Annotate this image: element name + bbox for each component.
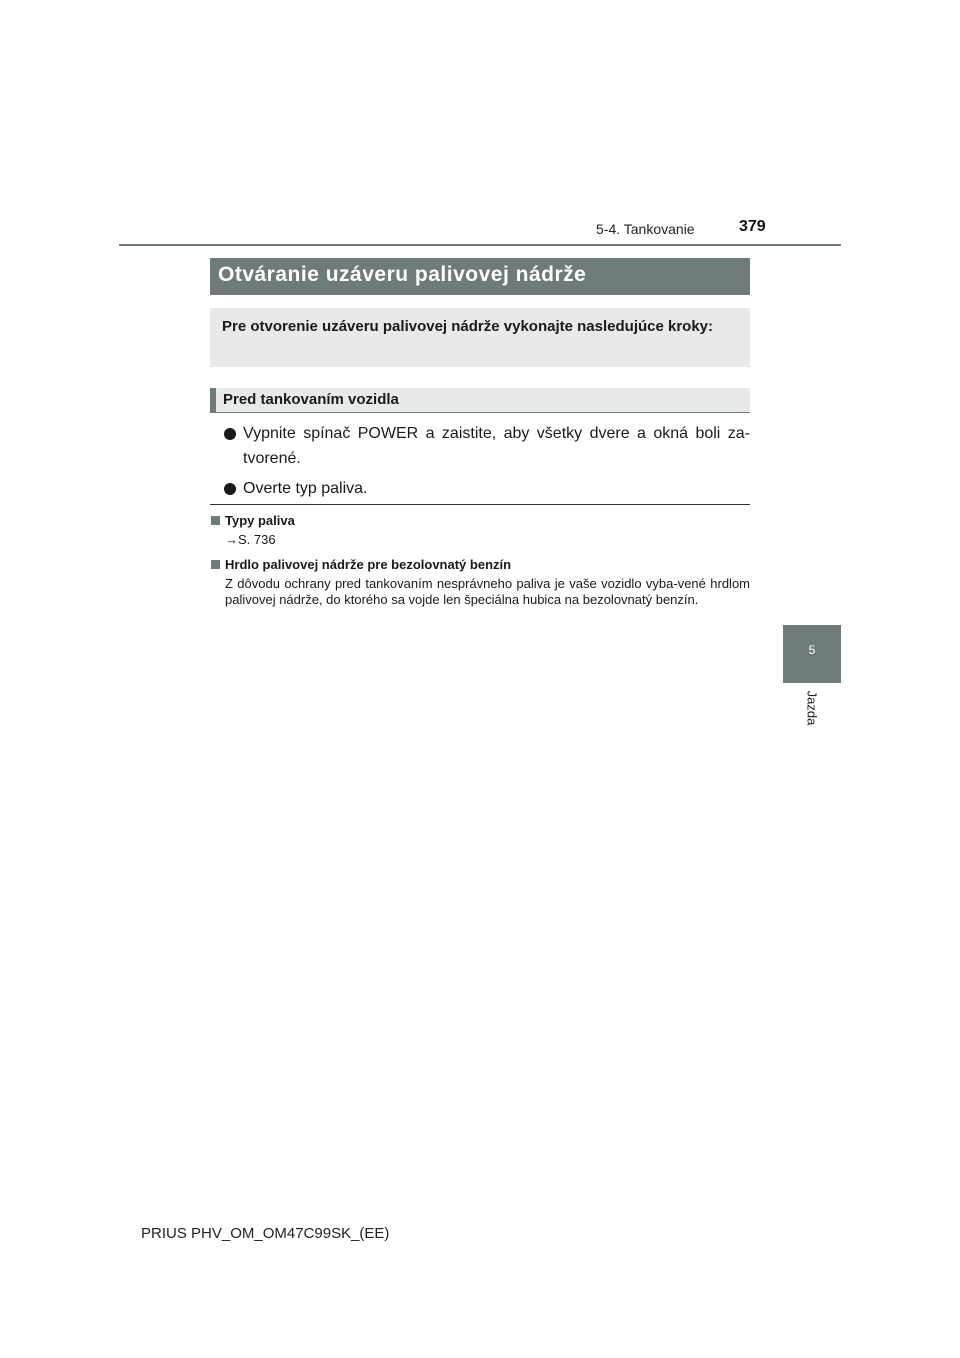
bullet-text: Overte typ paliva.	[243, 480, 368, 497]
title-bar	[210, 258, 750, 295]
chapter-number: 5	[808, 643, 816, 657]
chapter-tab	[783, 625, 841, 683]
square-bullet-icon	[211, 560, 220, 569]
note-title-text: Hrdlo palivovej nádrže pre bezolovnatý benzín	[225, 557, 512, 572]
note-body: Z dôvodu ochrany pred tankovaním nesprávneho paliva je vaše vozidlo vyba-vené hrdlom palivovej nádrže, do ktorého sa vojde len špeciálna hubica na bezolovnatý benzín.	[225, 576, 750, 607]
bullet-icon	[224, 428, 236, 440]
divider	[210, 504, 750, 505]
subsection-accent	[210, 388, 216, 413]
square-bullet-icon	[211, 516, 220, 525]
page-title: Otváranie uzáveru palivovej nádrže	[218, 263, 587, 286]
note-body: →S. 736	[225, 532, 276, 547]
list-item	[224, 476, 750, 501]
note-fuel-filler-neck	[210, 556, 750, 608]
subsection-title: Pred tankovaním vozidla	[223, 391, 399, 408]
section-label: 5-4. Tankovanie	[596, 221, 695, 237]
intro-box	[210, 308, 750, 367]
page-number: 379	[739, 218, 766, 235]
note-title	[210, 512, 750, 529]
intro-text: Pre otvorenie uzáveru palivovej nádrže vykonajte nasledujúce kroky:	[222, 318, 714, 335]
note-title	[210, 556, 750, 573]
header-rule	[119, 244, 841, 246]
footer-document-id: PRIUS PHV_OM_OM47C99SK_(EE)	[141, 1225, 390, 1242]
bullet-list	[224, 421, 750, 506]
list-item	[224, 421, 750, 471]
bullet-icon	[224, 483, 236, 495]
subsection-bar	[210, 388, 750, 413]
chapter-title: Jazda	[804, 690, 820, 726]
note-title-text: Typy paliva	[225, 513, 295, 528]
note-fuel-types	[210, 512, 750, 548]
bullet-text: Vypnite spínač POWER a zaistite, aby všetky dvere a okná boli za-tvorené.	[243, 425, 750, 467]
